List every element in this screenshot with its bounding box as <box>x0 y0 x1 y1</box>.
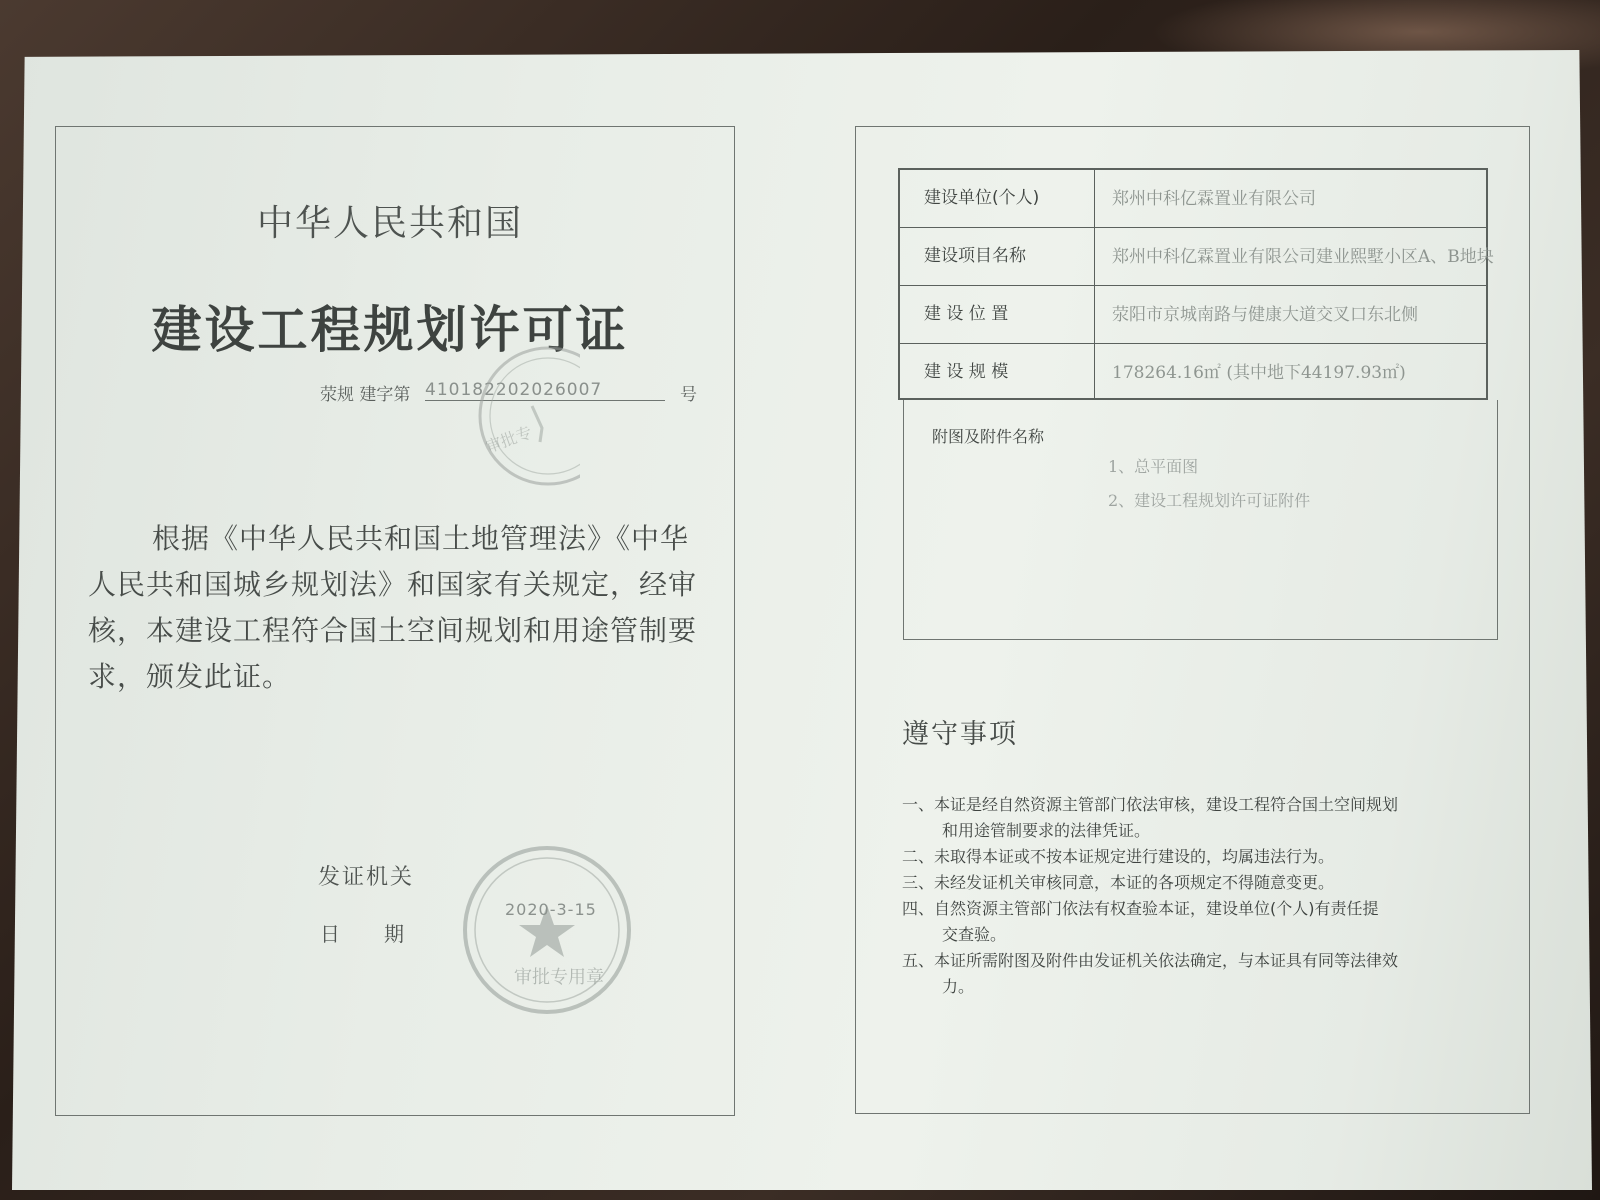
note-line: 二、未取得本证或不按本证规定进行建设的，均属违法行为。 <box>902 847 1335 866</box>
attachments-label: 附图及附件名称 <box>932 427 1045 446</box>
certificate-number-prefix: 荥规 建字第 <box>320 385 411 405</box>
note-line: 五、本证所需附图及附件由发证机关依法确定，与本证具有同等法律效 <box>902 951 1399 970</box>
info-row-location <box>900 286 1486 344</box>
country-name: 中华人民共和国 <box>256 203 523 244</box>
info-label: 建 设 规 模 <box>900 344 1095 400</box>
note-line: 四、自然资源主管部门依法有权查验本证，建设单位(个人)有责任提 <box>902 899 1379 918</box>
note-line: 力。 <box>942 977 975 996</box>
info-value: 178264.16㎡ (其中地下44197.93㎡) <box>1112 363 1406 383</box>
certificate-title: 建设工程规划许可证 <box>151 301 629 359</box>
seal-date: 2020-3-15 <box>505 900 597 919</box>
info-value: 郑州中科亿霖置业有限公司 <box>1112 189 1316 209</box>
official-seal-icon <box>460 843 635 1018</box>
svg-text:审批专: 审批专 <box>483 424 535 457</box>
info-label: 建 设 位 置 <box>900 286 1095 343</box>
project-info-table <box>898 168 1494 400</box>
date-label: 日期 <box>320 922 448 946</box>
notes-title: 遵守事项 <box>902 719 1018 750</box>
info-row-builder <box>900 170 1486 228</box>
info-row-scale <box>900 344 1486 400</box>
note-line: 一、本证是经自然资源主管部门依法审核，建设工程符合国土空间规划 <box>902 795 1399 814</box>
certificate-body-text: 根据《中华人民共和国土地管理法》《中华人民共和国城乡规划法》和国家有关规定，经审核，本建设工程符合国土空间规划和用途管制要求，颁发此证。 <box>88 522 698 693</box>
attachment-item: 1、总平面图 <box>1108 457 1199 476</box>
small-seal-icon <box>470 338 580 488</box>
svg-text:审批专用章: 审批专用章 <box>514 967 604 987</box>
issuer-label: 发证机关 <box>318 865 415 890</box>
notes-list <box>902 792 1512 1000</box>
info-label: 建设单位(个人) <box>900 170 1095 227</box>
note-line: 三、未经发证机关审核同意，本证的各项规定不得随意变更。 <box>902 873 1335 892</box>
certificate-number-value: 410182202026007 <box>425 380 665 401</box>
info-row-project-name <box>900 228 1494 286</box>
attachment-item: 2、建设工程规划许可证附件 <box>1108 491 1311 510</box>
note-line: 交查验。 <box>942 925 1007 944</box>
certificate-number-suffix: 号 <box>680 385 697 405</box>
info-value: 荥阳市京城南路与健康大道交叉口东北侧 <box>1112 305 1418 325</box>
info-value: 郑州中科亿霖置业有限公司建业熙墅小区A、B地块 <box>1112 247 1494 267</box>
info-label: 建设项目名称 <box>900 228 1095 285</box>
note-line: 和用途管制要求的法律凭证。 <box>942 821 1151 840</box>
